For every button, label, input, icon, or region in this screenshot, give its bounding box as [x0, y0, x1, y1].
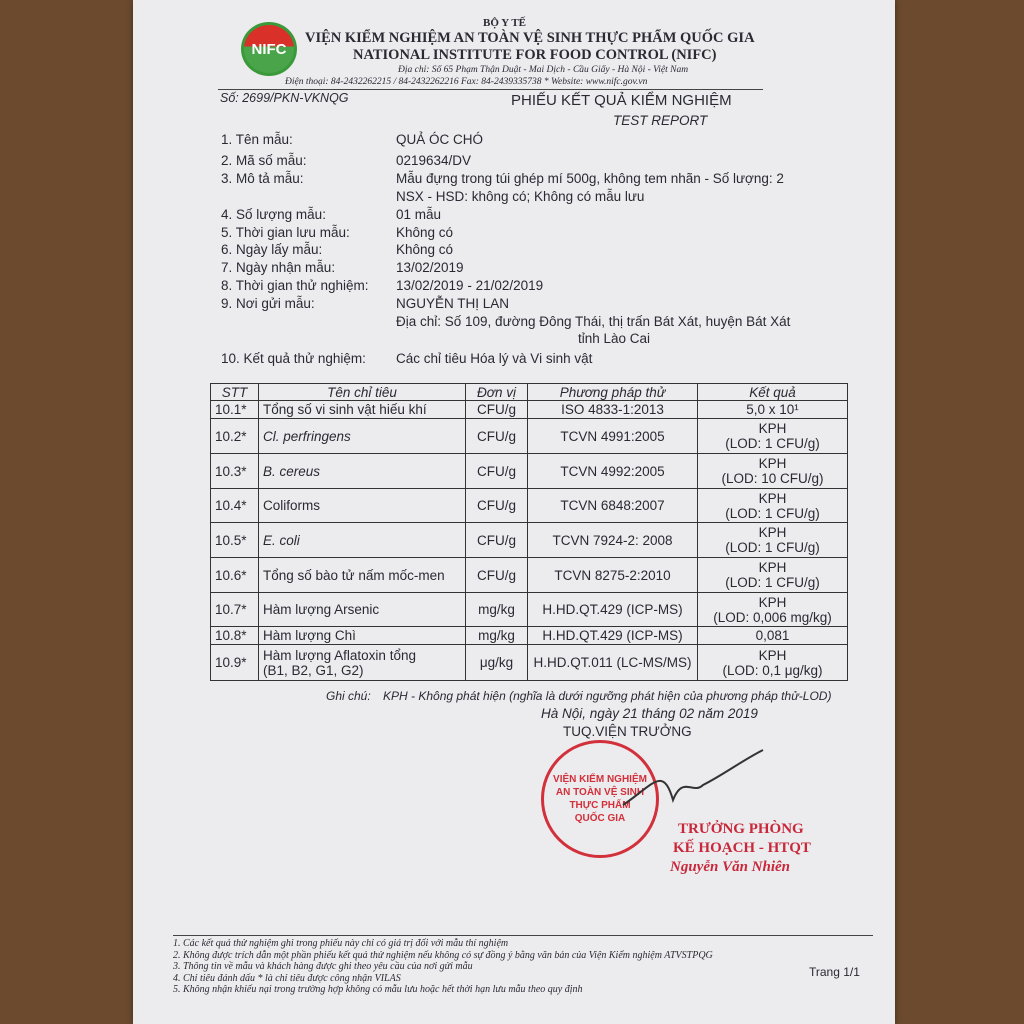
cell-unit: CFU/g — [466, 419, 528, 454]
cell-unit: CFU/g — [466, 489, 528, 523]
note-label: Ghi chú: — [326, 689, 371, 703]
result-lod: (LOD: 1 CFU/g) — [725, 505, 820, 521]
test-report-document — [133, 0, 895, 1024]
header-divider — [218, 89, 763, 90]
cell-method: H.HD.QT.429 (ICP-MS) — [528, 593, 698, 627]
field-value-line3: tỉnh Lào Cai — [578, 331, 651, 346]
field-value-line2: NSX - HSD: không có; Không có mẫu lưu — [396, 189, 645, 204]
field-label: 3. Mô tả mẫu: — [221, 171, 304, 186]
footnote: 3. Thông tin về mẫu và khách hàng được ghi theo yêu cầu của nơi gửi mẫu — [173, 961, 473, 972]
footnotes — [173, 938, 713, 996]
table-row — [211, 523, 848, 558]
cell-stt: 10.1* — [211, 401, 259, 419]
result-value: KPH — [758, 594, 787, 610]
result-value: 0,081 — [755, 628, 790, 643]
field-value: 0219634/DV — [396, 153, 472, 168]
footnote: 4. Chỉ tiêu đánh dấu * là chỉ tiêu được công nhận VILAS — [173, 972, 401, 984]
cell-method: H.HD.QT.429 (ICP-MS) — [528, 627, 698, 645]
nifc-logo — [241, 22, 297, 76]
cell-stt: 10.2* — [211, 419, 259, 454]
cell-unit: CFU/g — [466, 523, 528, 558]
field-value: 01 mẫu — [396, 207, 442, 222]
contact: Điện thoại: 84-2432262215 / 84-2432262216 Fax: 84-2439335738 * Website: www.nifc.gov.vn — [285, 77, 648, 87]
field-value: QUẢ ÓC CHÓ — [396, 132, 484, 147]
field-value: 13/02/2019 - 21/02/2019 — [396, 278, 544, 293]
name-text: Cl. perfringens — [263, 428, 351, 444]
title-vn: PHIẾU KẾT QUẢ KIỂM NGHIỆM — [511, 92, 732, 109]
field-value: Mẫu đựng trong túi ghép mí 500g, không tem nhãn - Số lượng: 2 — [396, 171, 784, 186]
cell-name — [259, 558, 466, 593]
table-row — [211, 593, 848, 627]
institute-en: NATIONAL INSTITUTE FOR FOOD CONTROL (NIFC) — [353, 47, 717, 63]
document-number: Số: 2699/PKN-VKNQG — [220, 91, 349, 105]
name-text: E. coli — [263, 532, 300, 548]
cell-unit: mg/kg — [466, 627, 528, 645]
field-label: 1. Tên mẫu: — [221, 132, 293, 147]
cell-stt: 10.9* — [211, 645, 259, 681]
logo-text: NIFC — [251, 40, 287, 58]
cell-unit: mg/kg — [466, 593, 528, 627]
results-table — [210, 383, 848, 681]
institute-vn: VIỆN KIỂM NGHIỆM AN TOÀN VỆ SINH THỰC PHẨM QUỐC GIA — [305, 30, 755, 46]
result-value: KPH — [758, 490, 787, 506]
cell-result — [698, 627, 848, 645]
field-value: 13/02/2019 — [396, 260, 464, 275]
cell-method: ISO 4833-1:2013 — [528, 401, 698, 419]
result-lod: (LOD: 10 CFU/g) — [721, 471, 824, 486]
table-row — [211, 627, 848, 645]
field-value: NGUYỄN THỊ LAN — [396, 296, 510, 311]
signer-dept: TRƯỞNG PHÒNG — [678, 821, 804, 837]
result-value: KPH — [758, 560, 787, 575]
footer-divider — [173, 935, 873, 936]
cell-unit: μg/kg — [466, 645, 528, 681]
field-value: Các chỉ tiêu Hóa lý và Vi sinh vật — [396, 351, 593, 366]
name-text: Tổng số vi sinh vật hiếu khí — [263, 402, 427, 417]
table-row — [211, 489, 848, 523]
address: Địa chỉ: Số 65 Phạm Thận Duật - Mai Dịch - Cầu Giấy - Hà Nội - Việt Nam — [398, 65, 689, 75]
field-label: 8. Thời gian thử nghiệm: — [221, 278, 369, 293]
cell-result — [698, 489, 848, 523]
cell-name — [259, 645, 466, 681]
result-value: KPH — [758, 456, 787, 471]
stamp-line: AN TOÀN VỆ SINH — [555, 787, 645, 798]
result-value: KPH — [758, 421, 787, 436]
result-lod: (LOD: 0,006 mg/kg) — [713, 609, 832, 625]
cell-name — [259, 419, 466, 454]
signer-title: TUQ.VIỆN TRƯỞNG — [563, 724, 692, 739]
title-en: TEST REPORT — [613, 113, 708, 128]
table-row — [211, 645, 848, 681]
footnote: 5. Không nhận khiếu nại trong trường hợp không có mẫu lưu hoặc hết thời hạn lưu mẫu theo quy định — [173, 984, 583, 995]
signature — [613, 745, 773, 815]
cell-stt: 10.3* — [211, 454, 259, 489]
cell-method: TCVN 4991:2005 — [528, 419, 698, 454]
name-text: Hàm lượng Aflatoxin tổng — [263, 647, 416, 663]
cell-unit: CFU/g — [466, 454, 528, 489]
col-unit: Đơn vị — [466, 384, 528, 401]
field-value-line2: Địa chỉ: Số 109, đường Đông Thái, thị trấn Bát Xát, huyện Bát Xát — [396, 314, 791, 329]
cell-name — [259, 627, 466, 645]
col-name: Tên chỉ tiêu — [259, 384, 466, 401]
signer-dept2: KẾ HOẠCH - HTQT — [673, 840, 811, 856]
note: KPH - Không phát hiện (nghĩa là dưới ngưỡng phát hiện của phương pháp thử-LOD) — [383, 689, 832, 703]
footnote: 2. Không được trích dẫn một phần phiếu kết quả thử nghiệm nếu không có sự đồng ý bằng văn bản của Viện Kiểm nghiệm ATVSTPQG — [173, 949, 713, 961]
cell-result — [698, 401, 848, 419]
stamp-line: THỰC PHẨM — [569, 800, 631, 811]
cell-name — [259, 454, 466, 489]
cell-result — [698, 593, 848, 627]
result-lod: (LOD: 1 CFU/g) — [725, 540, 820, 555]
name-text: Hàm lượng Arsenic — [263, 602, 380, 617]
name-text-2: (B1, B2, G1, G2) — [263, 662, 364, 678]
signer-name: Nguyễn Văn Nhiên — [670, 859, 791, 875]
table-row — [211, 401, 848, 419]
field-label: 9. Nơi gửi mẫu: — [221, 296, 315, 311]
ministry: BỘ Y TẾ — [483, 17, 526, 29]
field-value: Không có — [396, 242, 454, 257]
field-label: 4. Số lượng mẫu: — [221, 207, 326, 222]
table-row — [211, 419, 848, 454]
table-header — [211, 384, 848, 401]
cell-result — [698, 523, 848, 558]
result-value: KPH — [758, 647, 787, 663]
cell-method: TCVN 7924-2: 2008 — [528, 523, 698, 558]
name-text: Coliforms — [263, 498, 321, 513]
cell-result — [698, 419, 848, 454]
stamp-line: QUỐC GIA — [574, 813, 626, 824]
table-row — [211, 454, 848, 489]
name-text: B. cereus — [263, 463, 321, 479]
cell-result — [698, 645, 848, 681]
result-lod: (LOD: 1 CFU/g) — [725, 575, 820, 590]
cell-name — [259, 593, 466, 627]
cell-name — [259, 523, 466, 558]
page-number: Trang 1/1 — [809, 965, 860, 979]
stamp-line: VIỆN KIỂM NGHIỆM — [553, 774, 647, 785]
table-row — [211, 558, 848, 593]
result-lod: (LOD: 0,1 μg/kg) — [722, 662, 823, 678]
field-label: 2. Mã số mẫu: — [221, 153, 307, 168]
cell-name — [259, 401, 466, 419]
cell-method: H.HD.QT.011 (LC-MS/MS) — [528, 645, 698, 681]
cell-result — [698, 558, 848, 593]
cell-result — [698, 454, 848, 489]
cell-name — [259, 489, 466, 523]
field-label: 10. Kết quả thử nghiệm: — [221, 351, 366, 366]
cell-unit: CFU/g — [466, 401, 528, 419]
result-value: 5,0 x 10¹ — [746, 402, 799, 417]
cell-method: TCVN 6848:2007 — [528, 489, 698, 523]
col-result: Kết quả — [698, 384, 848, 401]
cell-stt: 10.7* — [211, 593, 259, 627]
cell-stt: 10.6* — [211, 558, 259, 593]
cell-method: TCVN 8275-2:2010 — [528, 558, 698, 593]
place-date: Hà Nội, ngày 21 tháng 02 năm 2019 — [541, 706, 758, 721]
field-label: 7. Ngày nhận mẫu: — [221, 260, 336, 275]
col-stt: STT — [211, 384, 259, 401]
cell-stt: 10.8* — [211, 627, 259, 645]
cell-stt: 10.4* — [211, 489, 259, 523]
cell-stt: 10.5* — [211, 523, 259, 558]
field-value: Không có — [396, 225, 454, 240]
name-text: Hàm lượng Chì — [263, 628, 356, 643]
cell-unit: CFU/g — [466, 558, 528, 593]
field-label: 6. Ngày lấy mẫu: — [221, 242, 323, 257]
result-lod: (LOD: 1 CFU/g) — [725, 436, 820, 451]
result-value: KPH — [758, 525, 787, 540]
name-text: Tổng số bào tử nấm mốc-men — [263, 567, 445, 583]
footnote: 1. Các kết quả thử nghiệm ghi trong phiếu này chỉ có giá trị đối với mẫu thí nghiệm — [173, 938, 509, 949]
col-method: Phương pháp thử — [528, 384, 698, 401]
field-label: 5. Thời gian lưu mẫu: — [221, 225, 350, 240]
cell-method: TCVN 4992:2005 — [528, 454, 698, 489]
